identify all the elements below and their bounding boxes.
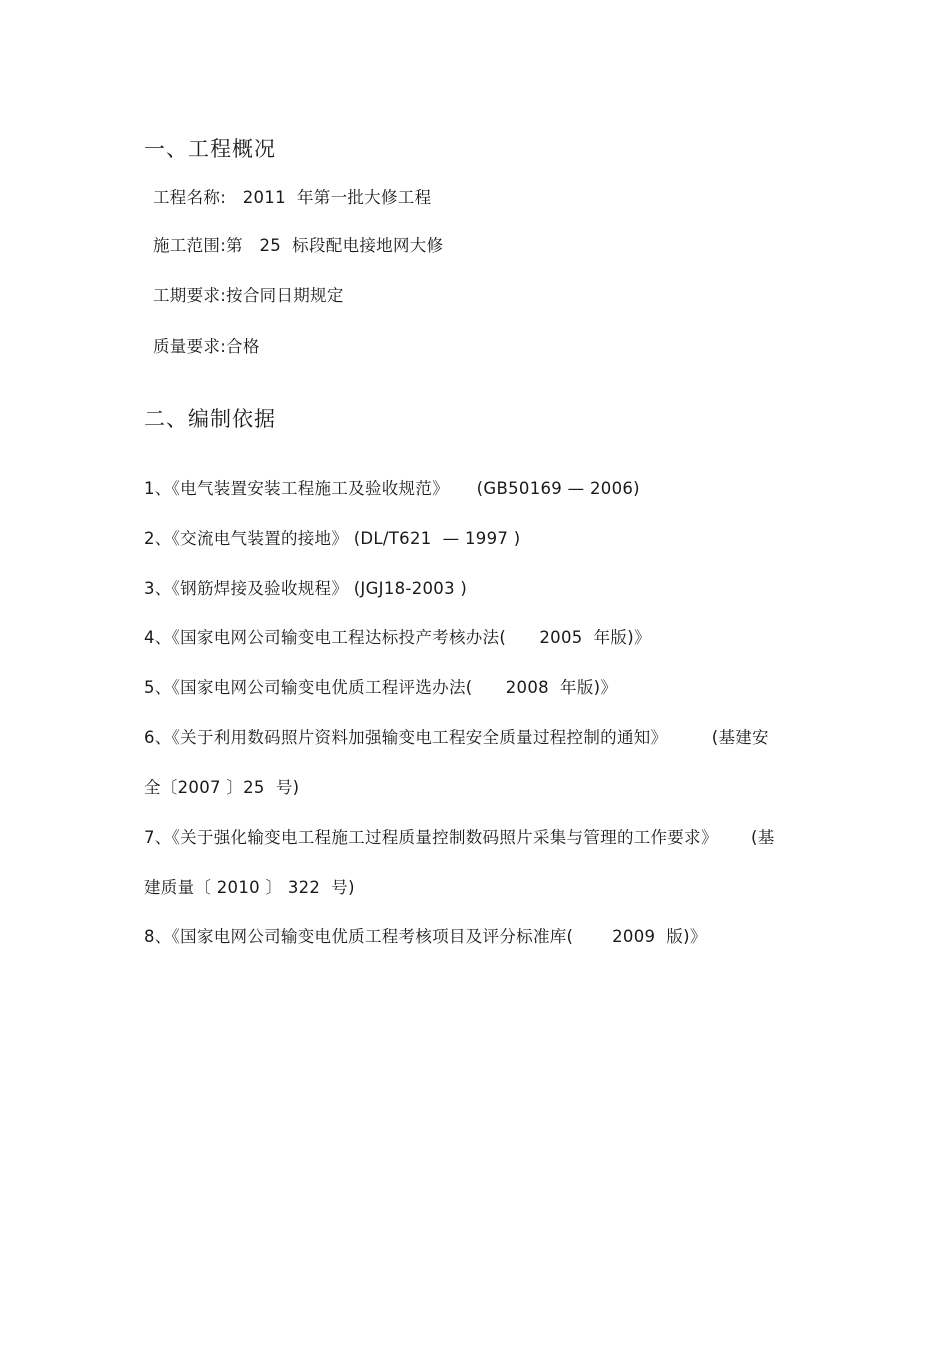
schedule-requirement-line: 工期要求:按合同日期规定 <box>153 286 344 305</box>
reference-line: 8、《国家电网公司输变电优质工程考核项目及评分标准库( 2009 版)》 <box>144 927 707 946</box>
reference-line: 5、《国家电网公司输变电优质工程评选办法( 2008 年版)》 <box>144 678 618 697</box>
reference-line-continuation: 建质量〔 2010 〕 322 号) <box>144 878 355 897</box>
construction-scope-line: 施工范围:第 25 标段配电接地网大修 <box>153 236 444 255</box>
section-heading-basis: 二、编制依据 <box>144 407 276 431</box>
reference-line: 3、《钢筋焊接及验收规程》 (JGJ18-2003 ) <box>144 579 468 598</box>
section-heading-overview: 一、工程概况 <box>144 137 276 161</box>
reference-line: 7、《关于强化输变电工程施工过程质量控制数码照片采集与管理的工作要求》 (基 <box>144 828 775 847</box>
quality-requirement-line: 质量要求:合格 <box>153 337 260 356</box>
reference-line: 4、《国家电网公司输变电工程达标投产考核办法( 2005 年版)》 <box>144 628 651 647</box>
project-name-line: 工程名称: 2011 年第一批大修工程 <box>153 188 432 207</box>
reference-line: 2、《交流电气装置的接地》 (DL/T621 — 1997 ) <box>144 529 521 548</box>
reference-line: 6、《关于利用数码照片资料加强输变电工程安全质量过程控制的通知》 (基建安 <box>144 728 769 747</box>
reference-line-continuation: 全〔2007 〕25 号) <box>144 778 300 797</box>
reference-line: 1、《电气装置安装工程施工及验收规范》 (GB50169 — 2006) <box>144 479 640 498</box>
